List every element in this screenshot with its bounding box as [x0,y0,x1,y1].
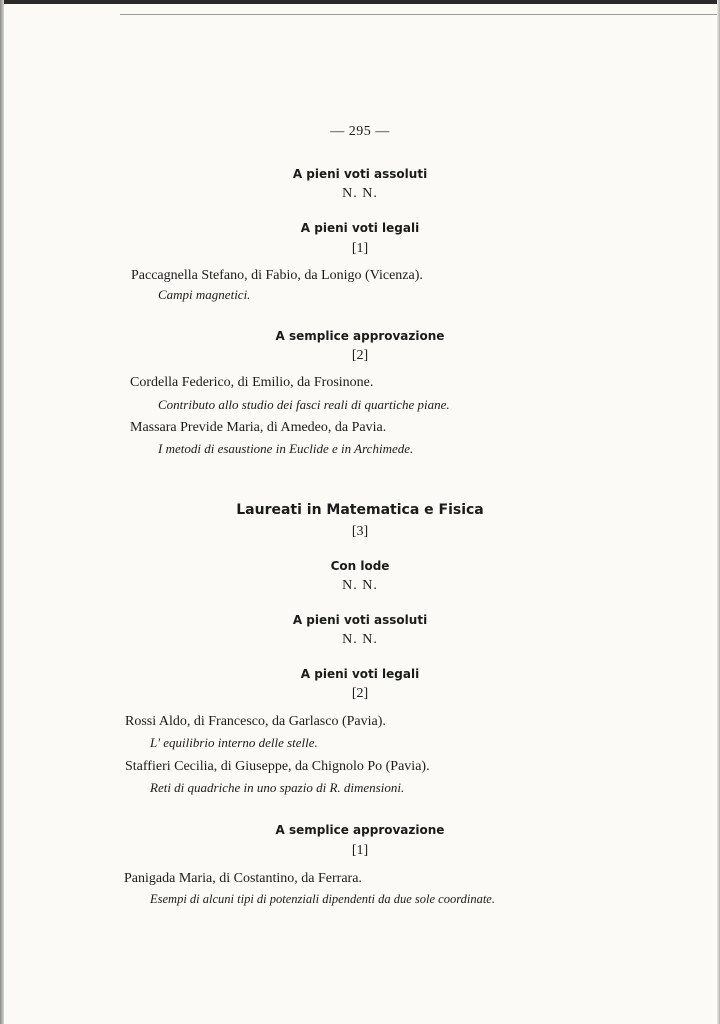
graduate-name: Panigada Maria, di Costantino, da Ferrara. [124,871,362,886]
graduate-name: Paccagnella Stefano, di Fabio, da Lonigo (Vicenza). [131,268,423,283]
heading-con-lode: Con lode [330,559,390,573]
count-2: [2] [351,348,369,363]
count-1: [1] [351,241,369,256]
count-4: [1] [351,843,369,858]
graduate-name: Staffieri Cecilia, di Giuseppe, da Chignolo Po (Pavia). [125,759,430,774]
thesis-title: Esempi di alcuni tipi di potenziali dipendenti da due sole coordinate. [150,892,495,906]
section-title: Laureati in Matematica e Fisica [236,502,484,518]
top-thin-line [120,14,720,15]
count-3: [2] [351,686,369,701]
thesis-title: Contributo allo studio dei fasci reali di quartiche piane. [158,397,450,412]
heading-semplice-approvazione-2: A semplice approvazione [275,823,445,837]
nn-entry-2: N. N. [342,578,378,593]
thesis-title: L' equilibrio interno delle stelle. [150,735,318,750]
heading-pieni-voti-legali-1: A pieni voti legali [300,221,420,235]
thesis-title: I metodi di esaustione in Euclide e in Archimede. [158,441,414,456]
top-border-line [0,0,720,4]
heading-pieni-voti-legali-2: A pieni voti legali [300,667,420,681]
nn-entry-3: N. N. [342,632,378,647]
nn-entry-1: N. N. [342,186,378,201]
section-count: [3] [351,524,369,539]
heading-pieni-voti-assoluti-2: A pieni voti assoluti [292,613,428,627]
page-number: — 295 — [330,124,390,139]
graduate-name: Massara Previde Maria, di Amedeo, da Pavia. [130,420,387,435]
heading-semplice-approvazione-1: A semplice approvazione [275,329,445,343]
graduate-name: Cordella Federico, di Emilio, da Frosinone. [130,375,374,390]
graduate-name: Rossi Aldo, di Francesco, da Garlasco (Pavia). [125,714,386,729]
thesis-title: Reti di quadriche in uno spazio di R. dimensioni. [150,780,405,795]
thesis-title: Campi magnetici. [158,287,251,302]
heading-pieni-voti-assoluti-1: A pieni voti assoluti [292,167,428,181]
